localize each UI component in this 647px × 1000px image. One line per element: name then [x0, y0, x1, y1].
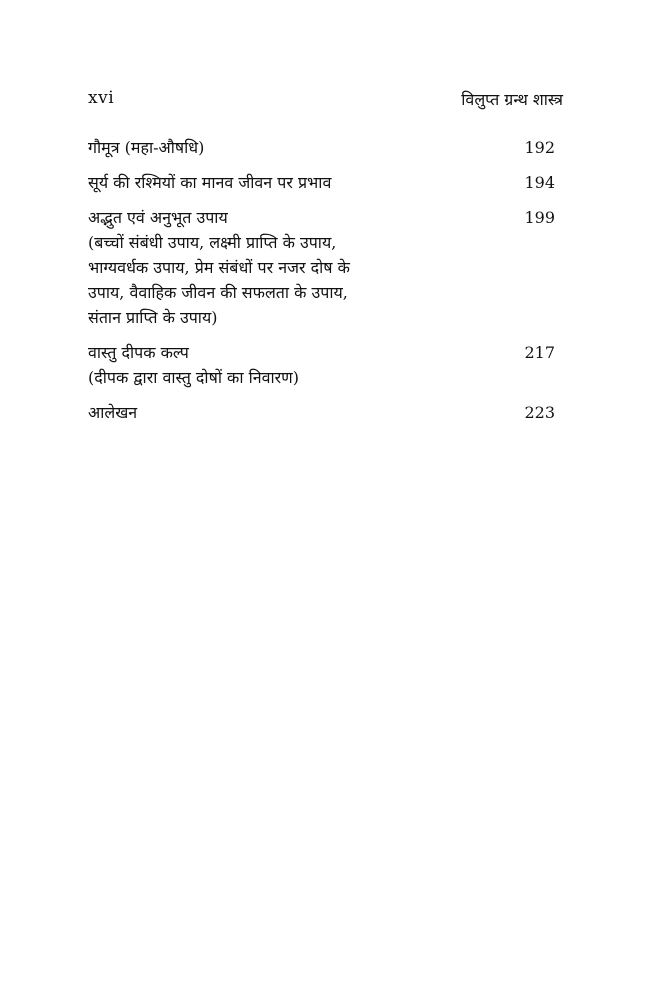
toc-entry-title: वास्तु दीपक कल्प	[88, 343, 189, 362]
toc-entry-title: सूर्य की रश्मियों का मानव जीवन पर प्रभाव	[88, 173, 332, 192]
table-of-contents	[88, 135, 555, 435]
toc-entry-subtitle-line: (बच्चों संबंधी उपाय, लक्ष्मी प्राप्ति के उपाय,	[88, 233, 337, 252]
page-number: xvi	[88, 88, 115, 108]
toc-entry-page: 223	[524, 403, 555, 422]
running-title: विलुप्त ग्रन्थ शास्त्र	[461, 90, 563, 109]
toc-entry-subtitle-line: (दीपक द्वारा वास्तु दोषों का निवारण)	[88, 368, 299, 387]
page-header	[88, 88, 563, 112]
toc-entry-page: 194	[524, 173, 555, 192]
toc-entry-page: 199	[524, 208, 555, 227]
toc-entry-upay	[88, 205, 555, 330]
toc-entry-title: अद्भुत एवं अनुभूत उपाय	[88, 208, 228, 227]
toc-entry-surya	[88, 170, 555, 195]
toc-entry-title: आलेखन	[88, 403, 138, 422]
toc-entry-page: 217	[524, 343, 555, 362]
toc-entry-page: 192	[524, 138, 555, 157]
toc-entry-alekhan	[88, 400, 555, 425]
toc-entry-title: गौमूत्र (महा-औषधि)	[88, 138, 205, 157]
toc-entry-subtitle-line: भाग्यवर्धक उपाय, प्रेम संबंधों पर नजर दोष के	[88, 258, 350, 277]
toc-entry-subtitle-line: उपाय, वैवाहिक जीवन की सफलता के उपाय,	[88, 283, 348, 302]
toc-entry-subtitle-line: संतान प्राप्ति के उपाय)	[88, 308, 218, 327]
toc-entry-vastu	[88, 340, 555, 390]
toc-entry-gaumutra	[88, 135, 555, 160]
